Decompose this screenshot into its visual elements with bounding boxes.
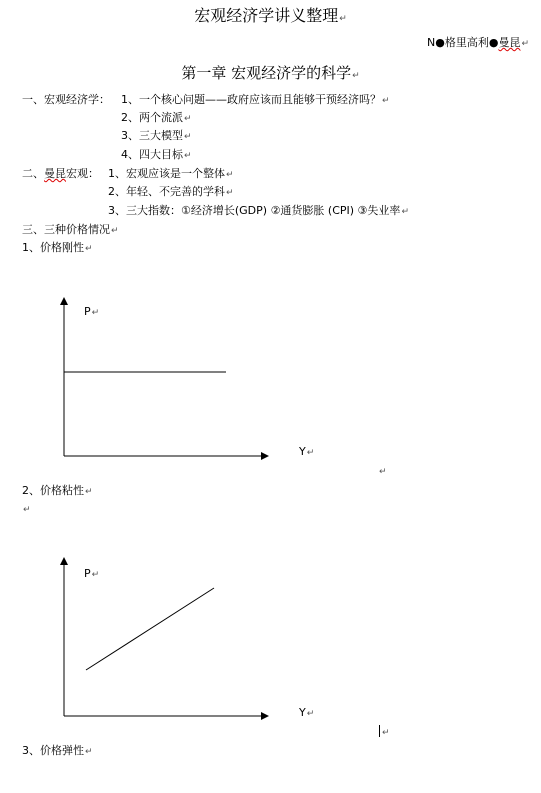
section-1-item-4: 4、四大目标↵ [121, 148, 192, 161]
graph-2-sloping-line [86, 588, 214, 670]
price-rigid-heading: 1、价格刚性↵ [22, 241, 93, 254]
section-1-heading: 一、宏观经济学： [22, 93, 110, 106]
document-title: 宏观经济学讲义整理↵ [194, 6, 347, 25]
section-1-item-2: 2、两个流派↵ [121, 111, 192, 124]
section-1-item-3: 3、三大模型↵ [121, 129, 192, 142]
section-3-heading: 三、三种价格情况↵ [22, 223, 119, 236]
section-2-item-3: 3、三大指数：①经济增长(GDP) ②通货膨胀 (CPI) ③失业率↵ [108, 204, 409, 217]
price-sticky-heading: 2、价格粘性↵ [22, 484, 93, 497]
empty-paragraph-mark: ↵ [23, 505, 31, 515]
section-2-heading: 二、曼昆宏观： [22, 167, 99, 180]
section-2-item-1: 1、宏观应该是一个整体↵ [108, 167, 234, 180]
graph-1-y-label: P↵ [84, 305, 100, 318]
chapter-heading: 第一章 宏观经济学的科学↵ [181, 64, 360, 82]
graph-2-y-label: P↵ [84, 567, 100, 580]
empty-paragraph-mark: ↵ [382, 728, 390, 738]
empty-paragraph-mark: ↵ [379, 467, 387, 477]
price-flexible-heading: 3、价格弹性↵ [22, 744, 93, 757]
text-cursor[interactable] [379, 725, 380, 737]
graph-2-x-label: Y↵ [299, 706, 315, 719]
section-1-item-1: 1、一个核心问题——政府应该而且能够干预经济吗？↵ [121, 93, 390, 106]
author-line: N●格里高利●曼昆↵ [427, 36, 529, 49]
section-2-item-2: 2、年轻、不完善的学科↵ [108, 185, 234, 198]
graph-1-x-label: Y↵ [299, 445, 315, 458]
